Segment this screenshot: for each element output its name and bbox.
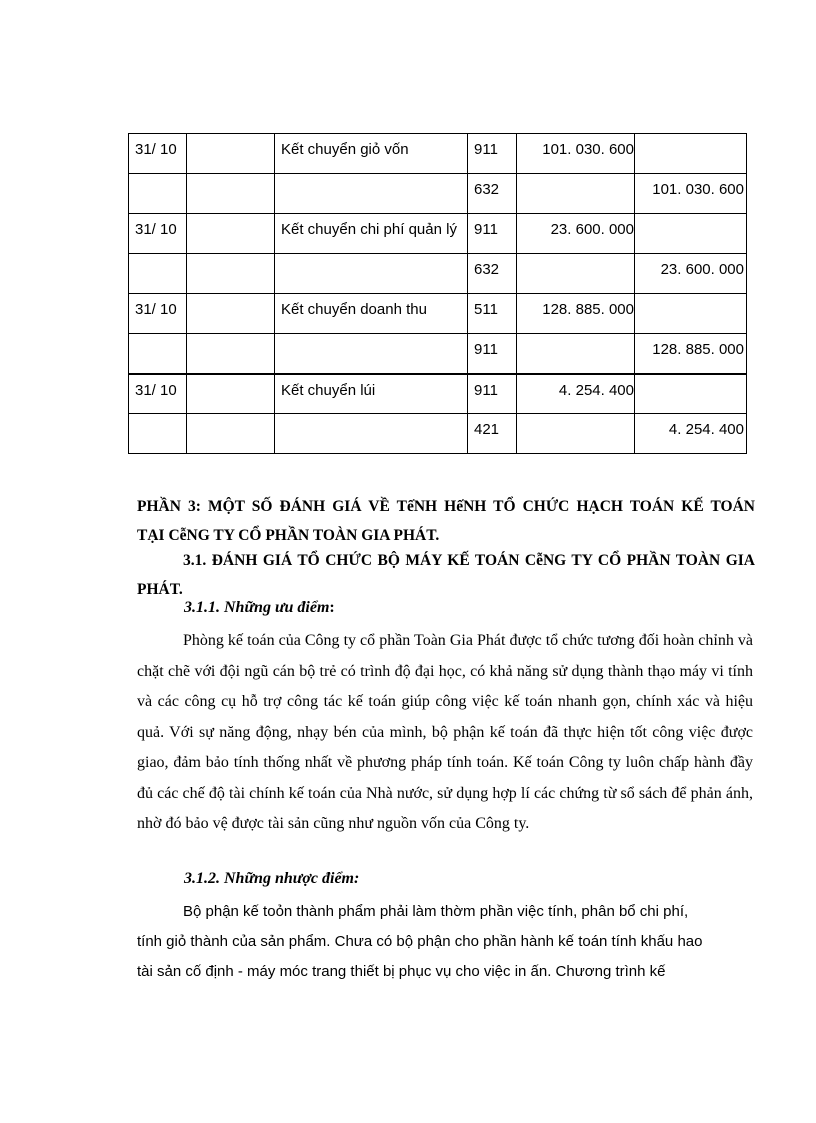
credit-cell xyxy=(635,294,747,334)
date-cell xyxy=(129,174,187,214)
reference-cell xyxy=(187,134,275,174)
description-cell xyxy=(275,334,468,374)
debit-cell xyxy=(517,174,635,214)
credit-cell xyxy=(635,134,747,174)
section-3-1-heading xyxy=(137,546,755,604)
table-row xyxy=(129,174,747,214)
section-3-1-2-title: 3.1.2. Những nhược điểm: xyxy=(184,870,360,887)
description-cell: Kết chuyển giỏ vốn xyxy=(275,134,468,174)
reference-cell xyxy=(187,374,275,414)
section-3-1-2-paragraph xyxy=(137,897,737,987)
description-cell: Kết chuyển lúi xyxy=(275,374,468,414)
account-cell: 911 xyxy=(468,374,517,414)
date-cell xyxy=(129,414,187,454)
description-cell: Kết chuyển chi phí quản lý xyxy=(275,214,468,254)
section-3-1-line2: PHÁT. xyxy=(137,581,183,598)
section-3-1-line1: 3.1. ĐÁNH GIÁ TỔ CHỨC BỘ MÁY KẾ TOÁN CễNG TY CỔ PHẦN TOÀN GIA xyxy=(183,552,755,569)
table-row xyxy=(129,134,747,174)
credit-cell: 23. 600. 000 xyxy=(635,254,747,294)
part3-heading xyxy=(137,492,755,550)
table-row xyxy=(129,294,747,334)
ledger-table xyxy=(128,133,747,454)
account-cell: 632 xyxy=(468,174,517,214)
credit-cell xyxy=(635,374,747,414)
credit-cell: 128. 885. 000 xyxy=(635,334,747,374)
date-cell xyxy=(129,334,187,374)
table-row xyxy=(129,334,747,374)
part3-heading-line1: PHẦN 3: MỘT SỐ ĐÁNH GIÁ VỀ TếNH HếNH TỔ CHỨC HẠCH TOÁN KẾ TOÁN xyxy=(137,498,755,515)
debit-cell xyxy=(517,254,635,294)
debit-cell: 23. 600. 000 xyxy=(517,214,635,254)
table-row xyxy=(129,374,747,414)
reference-cell xyxy=(187,254,275,294)
description-cell: Kết chuyển doanh thu xyxy=(275,294,468,334)
table-row xyxy=(129,214,747,254)
account-cell: 511 xyxy=(468,294,517,334)
reference-cell xyxy=(187,294,275,334)
credit-cell: 4. 254. 400 xyxy=(635,414,747,454)
debit-cell xyxy=(517,334,635,374)
credit-cell: 101. 030. 600 xyxy=(635,174,747,214)
date-cell xyxy=(129,254,187,294)
account-cell: 911 xyxy=(468,134,517,174)
reference-cell xyxy=(187,414,275,454)
section-3-1-2-line1: Bộ phận kế toỏn thành phẩm phải làm thờm phần việc tính, phân bổ chi phí, xyxy=(183,903,689,920)
table-row xyxy=(129,414,747,454)
account-cell: 421 xyxy=(468,414,517,454)
description-cell xyxy=(275,414,468,454)
table-row xyxy=(129,254,747,294)
date-cell: 31/ 10 xyxy=(129,134,187,174)
section-3-1-1-paragraph: Phòng kế toán của Công ty cổ phần Toàn Gia Phát được tổ chức tương đối hoàn chỉnh và chặt chẽ với đội ngũ cán bộ trẻ có trình độ đại học, có khả năng sử dụng thành thạo máy vi tính và các công cụ hỗ trợ công tác kế toán giúp công việc kế toán nhanh gọn, chính xác và hiệu quả. Với sự năng động, nhạy bén của mình, bộ phận kế toán đã thực hiện tốt công việc được giao, đảm bảo tính thống nhất về phương pháp tính toán. Kế toán Công ty luôn chấp hành đầy đủ các chế độ tài chính kế toán của Nhà nước, sử dụng hợp lí các chứng từ sổ sách để phản ánh, nhờ đó bảo vệ được tài sản cũng như nguồn vốn của Công ty. xyxy=(137,632,753,832)
part3-heading-line2: TẠI CễNG TY CỔ PHẦN TOÀN GIA PHÁT. xyxy=(137,527,440,544)
section-3-1-1-title: 3.1.1. Những ưu điểm: xyxy=(184,599,335,616)
description-cell xyxy=(275,174,468,214)
account-cell: 632 xyxy=(468,254,517,294)
reference-cell xyxy=(187,214,275,254)
date-cell: 31/ 10 xyxy=(129,214,187,254)
date-cell: 31/ 10 xyxy=(129,294,187,334)
debit-cell: 4. 254. 400 xyxy=(517,374,635,414)
reference-cell xyxy=(187,334,275,374)
credit-cell xyxy=(635,214,747,254)
date-cell: 31/ 10 xyxy=(129,374,187,414)
reference-cell xyxy=(187,174,275,214)
description-cell xyxy=(275,254,468,294)
section-3-1-2-line2: tính giỏ thành của sản phẩm. Chưa có bộ phận cho phần hành kế toán tính khấu hao xyxy=(137,933,703,950)
account-cell: 911 xyxy=(468,214,517,254)
debit-cell: 101. 030. 600 xyxy=(517,134,635,174)
debit-cell xyxy=(517,414,635,454)
debit-cell: 128. 885. 000 xyxy=(517,294,635,334)
section-3-1-2-line3: tài sản cố định - máy móc trang thiết bị phục vụ cho việc in ấn. Chương trình kế xyxy=(137,963,666,980)
account-cell: 911 xyxy=(468,334,517,374)
